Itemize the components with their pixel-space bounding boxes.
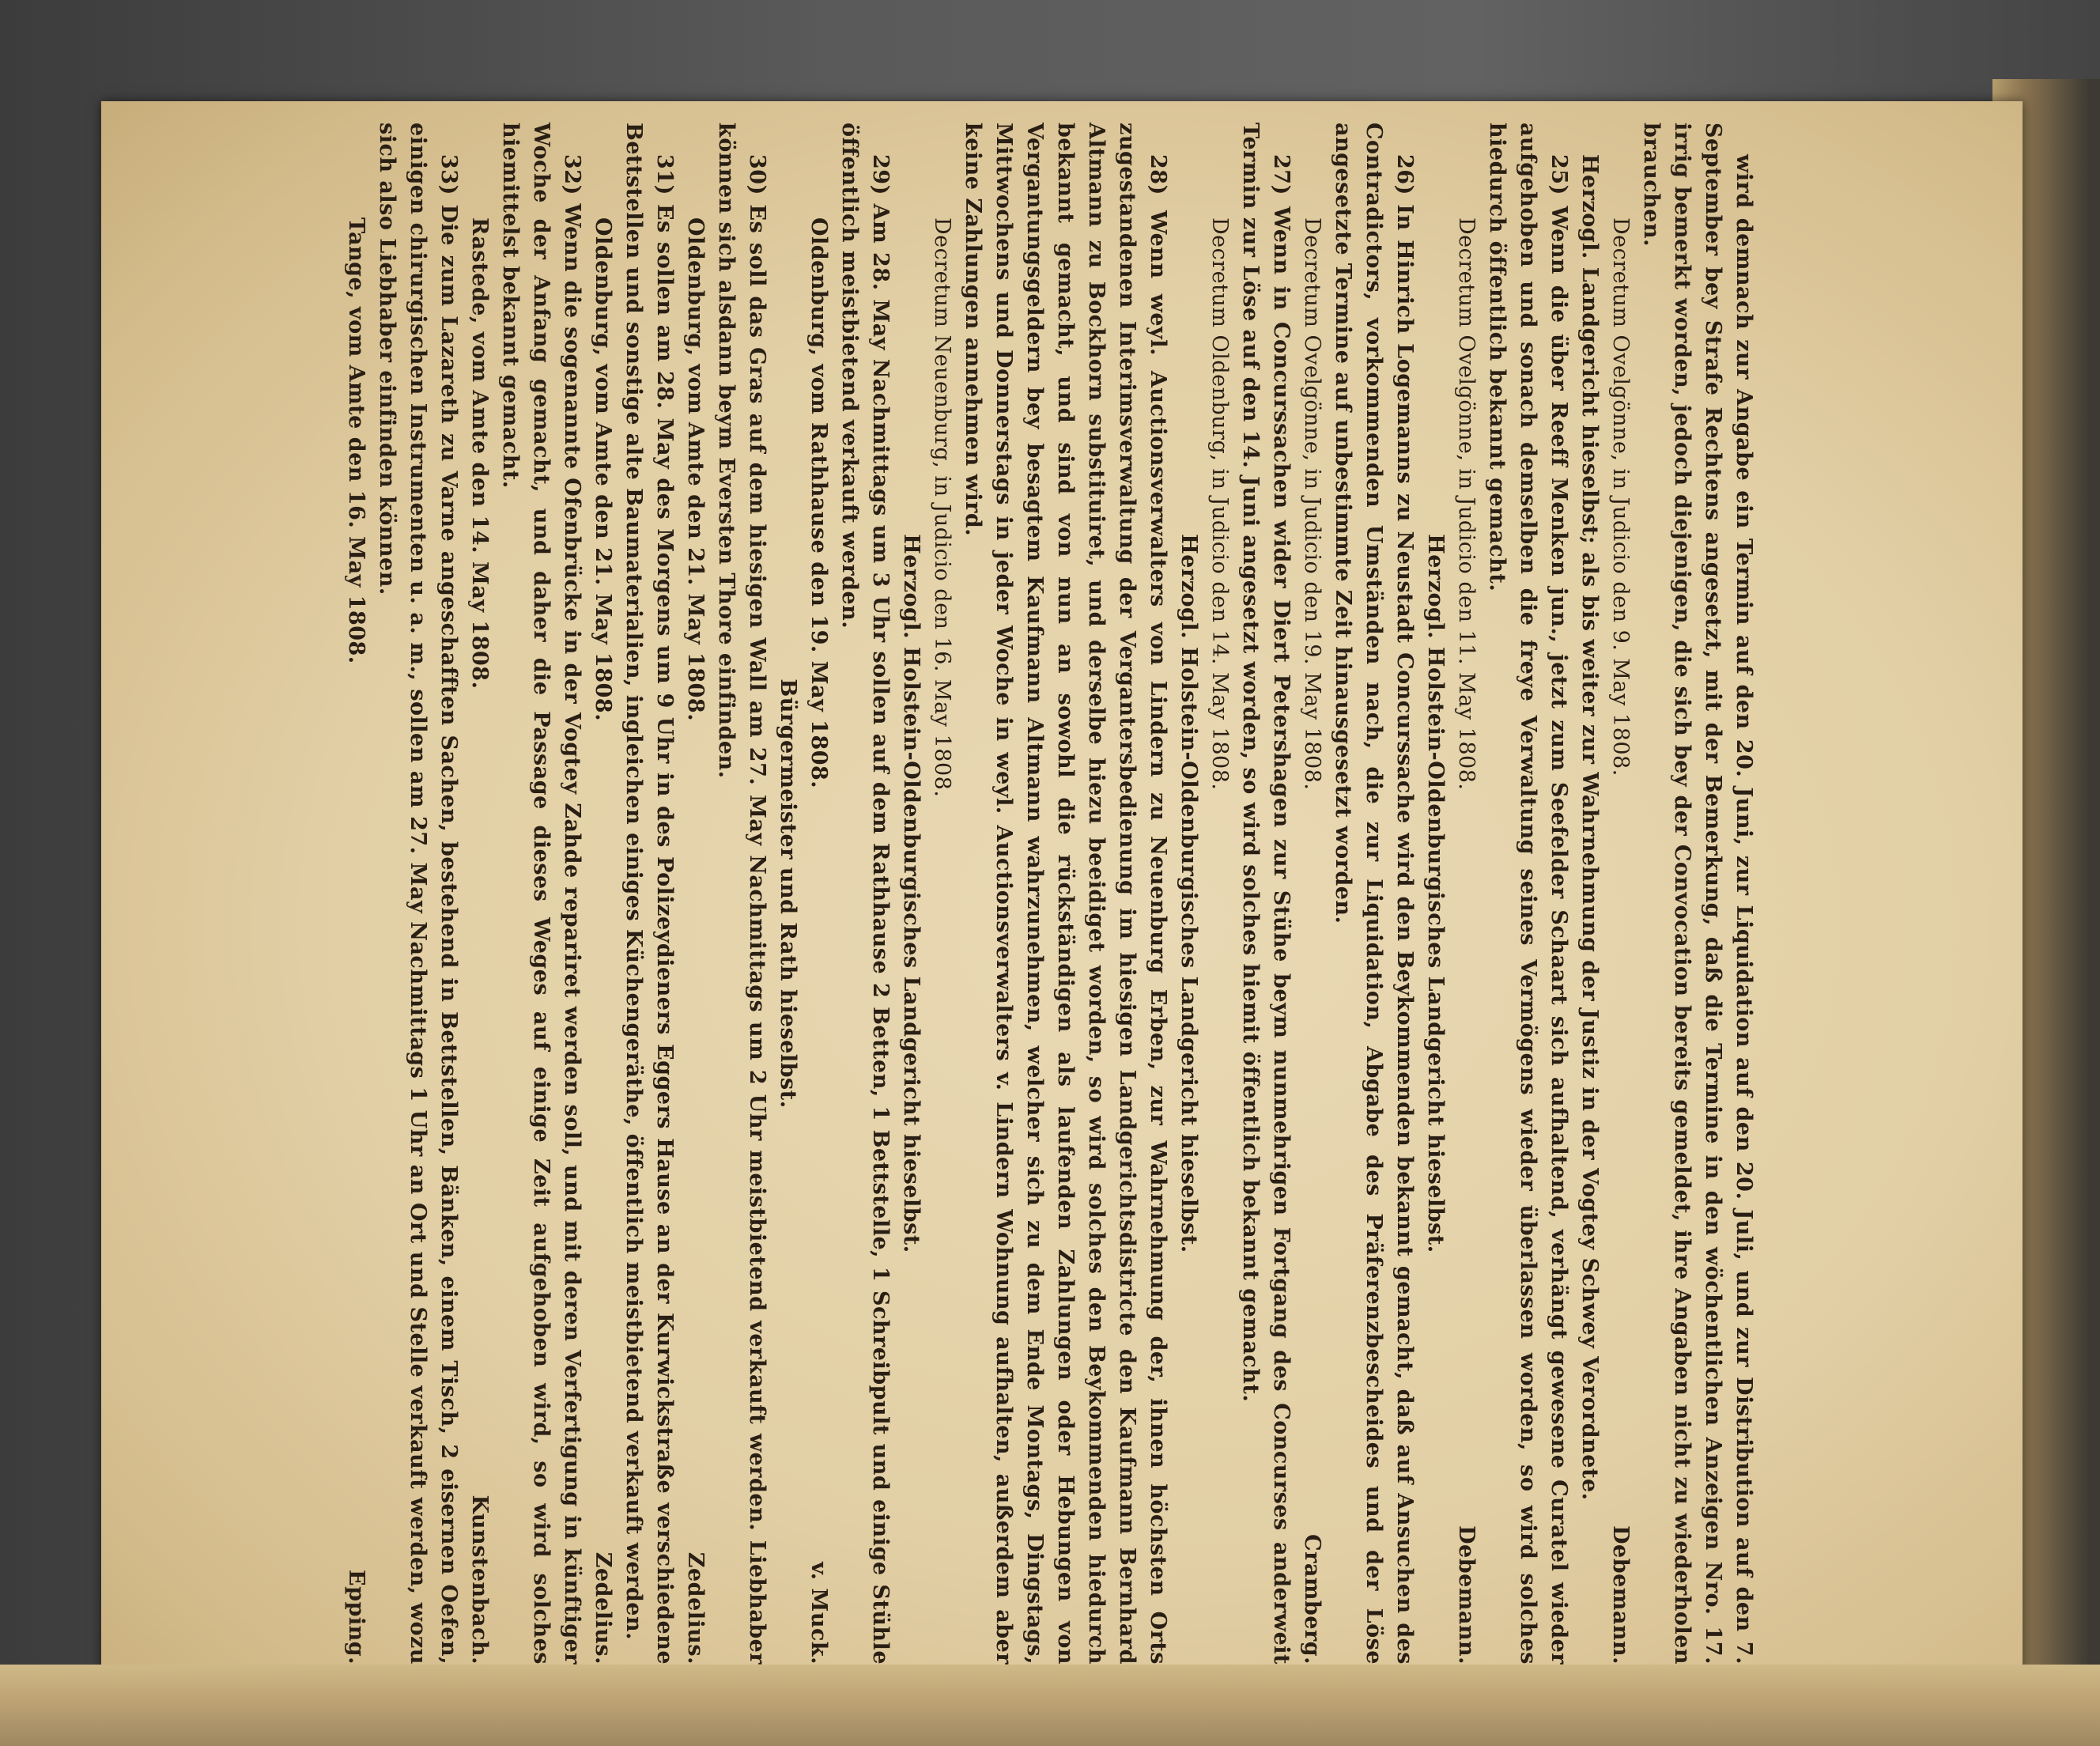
text-block-9 (1204, 123, 1235, 1665)
signature: Epping. (344, 1569, 368, 1665)
paragraph-text: Herzogl. Landgericht hieselbst; als bis weiter zur Wahrnehmung der Justiz in der Vogtey Schwey Verordnete. (1577, 154, 1602, 1501)
text-block-8 (1235, 123, 1297, 1665)
paragraph-text: wird demnach zur Angabe ein Termin auf den 20. Juni, zur Liquidation auf den 20. Juli, und zur Distribution auf den 7. September bey Strafe Rechtens angesetzt, mit der Bemerkung, daß die Termine in den wöchentlichen Anzeigen Nro. 17. irrig bemerkt worden, jedoch diejenigen, die sich bey der Convocation bereits gemeldet, ihre Angaben nicht zu wiederholen brauchen. (1639, 123, 1756, 1665)
authority-heading: Herzogl. Holstein-Oldenburgisches Landgericht hieselbst. (1177, 534, 1201, 1253)
paragraph-text: 33) Die zum Lazareth zu Varne angeschafften Sachen, bestehend in Bettstellen, Bänken, einem Tisch, 2 eisernen Oefen, einigen chirurgischen Instrumenten u. a. m., sollen am 27. May Nachmittags 1 Uhr an Ort und Stelle verkauft werden, wozu sich also Liebhaber einfinden können. (375, 123, 461, 1665)
text-block-12 (927, 123, 957, 1665)
signature: Debemann. (1608, 1525, 1633, 1665)
paragraph-text: 30) Es soll das Gras auf dem hiesigen Wall am 27. May Nachmittags um 2 Uhr meistbietend verkauft werden. Liebhaber können sich alsdann beym Eversten Thore einfinden. (714, 123, 769, 1665)
decretum-line: Decretum Neuenburg, in Judicio den 16. May 1808. (930, 217, 954, 798)
text-block-14 (834, 123, 896, 1665)
text-block-7 (1297, 123, 1328, 1665)
text-block-22 (464, 123, 495, 1665)
text-block-17 (711, 123, 772, 1665)
text-block-10 (1173, 123, 1204, 1665)
place-date-line: Oldenburg, vom Amte den 21. May 1808. (683, 217, 708, 722)
text-block-23 (372, 123, 464, 1665)
text-block-11 (957, 123, 1173, 1665)
signature: Zedelius. (683, 1551, 708, 1665)
text-block-18 (680, 123, 711, 1665)
paragraph-text: 28) Wenn weyl. Auctionsverwalters von Lindern zu Neuenburg Erben, zur Wahrnehmung der, ihnen höchsten Orts zugestandenen Interimsverwaltung der Vergantersbedienung im hiesigen Landgerichtsdistricte den Kaufmann Bernhard Altmann zu Bockhorn substituiret, und derselbe hiezu beeidiget worden, so wird solches den Beykommenden hiedurch bekannt gemacht, und sind von nun an sowohl die rückständigen als laufenden Zahlungen oder Hebungen von Vergantungsgeldern bey besagtem Kaufmann Altmann wahrzunehmen, welcher sich zu dem Ende Montags, Dingstags, Mittwochens und Donnerstags in jeder Woche in weyl. Auctionsverwalters v. Lindern Wohnung aufhalten, außerdem aber keine Zahlungen annehmen wird. (961, 123, 1170, 1665)
paragraph-text: 27) Wenn in Concurssachen wider Diert Petershagen zur Stühe beym nunmehrigen Fortgang des Concurses anderweit Termin zur Löse auf den 14. Juni angesetzt worden, so wird solches hiemit öffentlich bekannt gemacht. (1238, 123, 1294, 1665)
decretum-line: Decretum Ovelgönne, in Judicio den 19. May 1808. (1300, 217, 1324, 791)
book-spine (0, 1665, 2100, 1746)
place-date-line: Oldenburg, vom Rathhause den 19. May 1808. (806, 217, 831, 789)
rotated-text-block (341, 123, 1759, 1665)
authority-heading: Herzogl. Holstein-Oldenburgisches Landgericht hieselbst. (899, 534, 923, 1253)
text-block-1 (1605, 123, 1636, 1665)
text-block-2 (1574, 123, 1605, 1665)
decretum-line: Decretum Ovelgönne, in Judicio den 9. May 1808. (1608, 217, 1633, 777)
paragraph-text: 25) Wenn die über Reeff Menken jun., jetzt zum Seefelder Schaart sich aufhaltend, verhängt gewesene Curatel wieder aufgehoben und sonach demselben die freye Verwaltung seines Vermögens wieder überlassen worden, so wird solches hiedurch öffentlich bekannt gemacht. (1485, 123, 1571, 1665)
place-date-line: Oldenburg, vom Amte den 21. May 1808. (591, 217, 615, 722)
signature: v. Muck. (806, 1562, 831, 1665)
text-block-20 (587, 123, 618, 1665)
text-block-5 (1420, 123, 1451, 1665)
text-block-6 (1328, 123, 1420, 1665)
text-block-15 (803, 123, 834, 1665)
text-block-24 (341, 123, 372, 1665)
decretum-line: Decretum Ovelgönne, in Judicio den 11. May 1808. (1454, 217, 1479, 791)
decretum-line: Decretum Oldenburg, in Judicio den 14. May 1808. (1207, 217, 1232, 791)
text-block-19 (618, 123, 680, 1665)
signature: Kunstenbach. (467, 1495, 492, 1665)
text-block-13 (896, 123, 927, 1665)
place-date-line: Tange, vom Amte den 16. May 1808. (344, 217, 368, 664)
text-block-0 (1636, 123, 1759, 1665)
place-date-line: Rastede, vom Amte den 14. May 1808. (467, 217, 492, 690)
authority-heading: Bürgermeister und Rath hieselbst. (776, 678, 800, 1109)
text-block-3 (1482, 123, 1574, 1665)
text-block-16 (772, 123, 803, 1665)
signature: Debemann. (1454, 1525, 1479, 1665)
text-block-21 (495, 123, 587, 1665)
signature: Cramberg. (1300, 1534, 1324, 1665)
text-block-4 (1451, 123, 1482, 1665)
paragraph-text: 31) Es sollen am 28. May des Morgens um 9 Uhr in des Polizeydieners Eggers Hause an der Kurwickstraße verschiedene Bettstellen und sonstige alte Baumaterialien, ingleichen einiges Küchengeräthe, öffentlich meistbietend verkauft werden. (621, 123, 677, 1665)
authority-heading: Herzogl. Holstein-Oldenburgisches Landgericht hieselbst. (1423, 534, 1448, 1253)
paragraph-text: 26) In Hinrich Logemanns zu Neustadt Concurssache wird den Beykommenden bekannt gemacht, daß auf Ansuchen des Contradictors, vorkommenden Umständen nach, die zur Liquidation, Abgabe des Präferenzbescheides und der Löse angesetzte Termine auf unbestimmte Zeit hinausgesetzt worden. (1331, 123, 1417, 1665)
signature: Zedelius. (591, 1551, 615, 1665)
paragraph-text: 29) Am 28. May Nachmittags um 3 Uhr sollen auf dem Rathhause 2 Betten, 1 Bettstelle, 1 Schreibpult und einige Stühle öffentlich meistbietend verkauft werden. (837, 123, 893, 1665)
paragraph-text: 32) Wenn die sogenannte Ofenbrücke in der Vogtey Zahde repariret werden soll, und mit deren Verfertigung in künftiger Woche der Anfang gemacht, und daher die Passage dieses Weges auf einige Zeit aufgehoben wird, so wird solches hiemittelst bekannt gemacht. (498, 123, 584, 1665)
